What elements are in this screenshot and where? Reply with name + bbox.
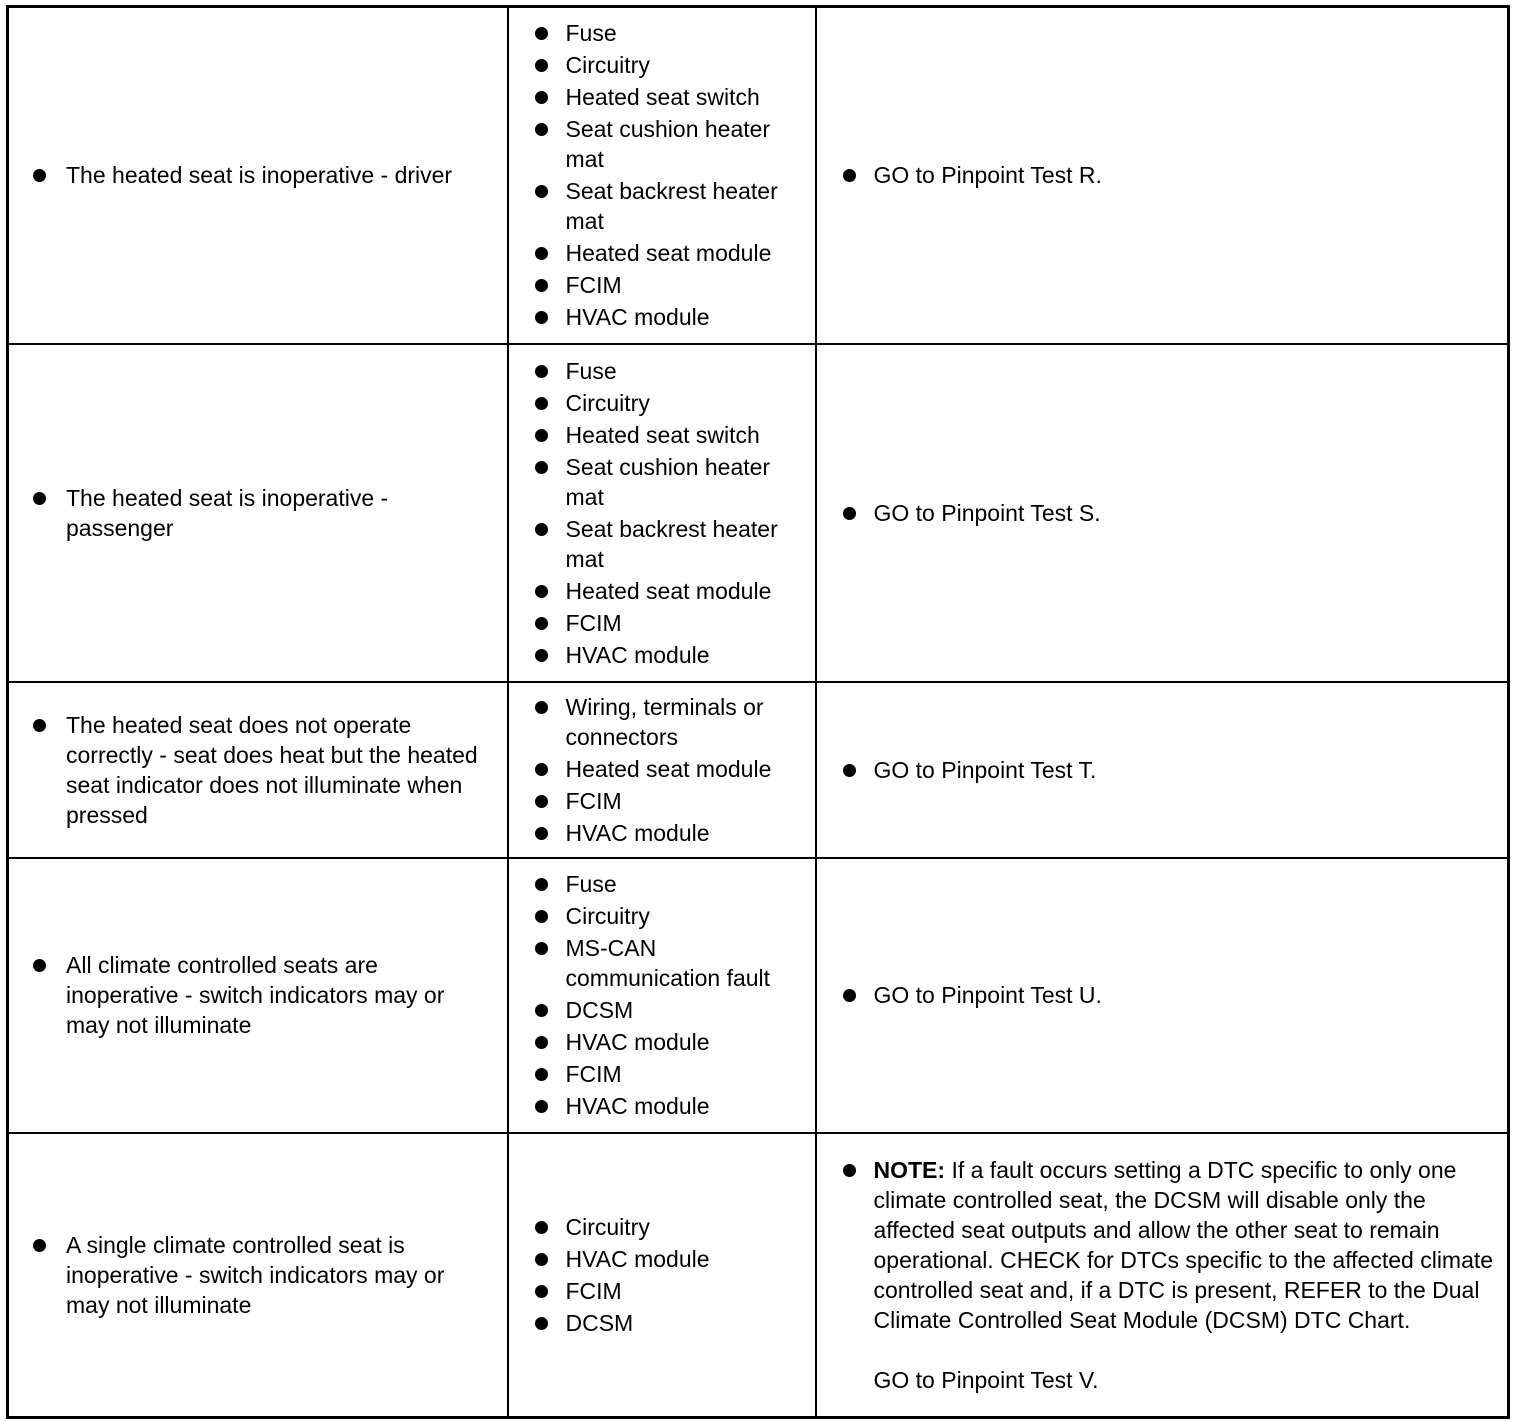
source-item: Fuse xyxy=(566,356,805,386)
source-item: Heated seat module xyxy=(566,238,805,268)
possible-sources-cell xyxy=(508,1133,816,1418)
condition-text: The heated seat is inoperative - passenger xyxy=(66,483,493,543)
source-item: Seat backrest heater mat xyxy=(566,176,805,236)
action-text: GO to Pinpoint Test S. xyxy=(874,498,1498,528)
action-text: GO to Pinpoint Test V. xyxy=(873,1366,1099,1393)
source-item: Heated seat module xyxy=(566,754,805,784)
table-row xyxy=(8,1133,1509,1418)
possible-sources-cell xyxy=(508,682,816,858)
source-item: HVAC module xyxy=(566,1244,805,1274)
source-item: HVAC module xyxy=(566,1091,805,1121)
action-cell xyxy=(816,344,1509,682)
condition-text: The heated seat is inoperative - driver xyxy=(66,160,493,190)
possible-sources-cell xyxy=(508,7,816,344)
action-text: GO to Pinpoint Test T. xyxy=(874,755,1498,785)
action-text: GO to Pinpoint Test U. xyxy=(874,980,1498,1010)
source-item: Circuitry xyxy=(566,50,805,80)
source-item: Circuitry xyxy=(566,388,805,418)
source-item: DCSM xyxy=(566,1308,805,1338)
source-item: FCIM xyxy=(566,1276,805,1306)
condition-cell xyxy=(8,344,508,682)
source-item: Fuse xyxy=(566,18,805,48)
source-item: Circuitry xyxy=(566,901,805,931)
source-item: DCSM xyxy=(566,995,805,1025)
source-item: HVAC module xyxy=(566,818,805,848)
action-text: GO to Pinpoint Test R. xyxy=(874,160,1498,190)
source-item: Seat backrest heater mat xyxy=(566,514,805,574)
action-cell xyxy=(816,1133,1509,1418)
condition-cell xyxy=(8,7,508,344)
condition-text: All climate controlled seats are inoperative - switch indicators may or may not illuminate xyxy=(66,950,493,1040)
table-row xyxy=(8,858,1509,1133)
condition-text: A single climate controlled seat is inoperative - switch indicators may or may not illuminate xyxy=(66,1230,493,1320)
source-item: Heated seat module xyxy=(566,576,805,606)
note-item xyxy=(874,1155,1498,1395)
source-item: HVAC module xyxy=(566,640,805,670)
source-item: MS-CAN communication fault xyxy=(566,933,805,993)
possible-sources-cell xyxy=(508,344,816,682)
source-item: FCIM xyxy=(566,786,805,816)
condition-cell xyxy=(8,858,508,1133)
condition-text: The heated seat does not operate correctly - seat does heat but the heated seat indicator does not illuminate when pressed xyxy=(66,710,493,830)
table-row xyxy=(8,7,1509,344)
condition-cell xyxy=(8,682,508,858)
symptom-chart-table xyxy=(6,5,1510,1419)
source-item: Fuse xyxy=(566,869,805,899)
source-item: Circuitry xyxy=(566,1212,805,1242)
source-item: HVAC module xyxy=(566,1027,805,1057)
source-item: Heated seat switch xyxy=(566,420,805,450)
source-item: Wiring, terminals or connectors xyxy=(566,692,805,752)
note-label: NOTE: xyxy=(873,1156,946,1183)
table-row xyxy=(8,344,1509,682)
note-text: If a fault occurs setting a DTC specific to only one climate controlled seat, the DCSM will disable only the affected seat outputs and allow the other seat to remain operational. CHECK for DTCs specific to the affected climate controlled seat and, if a DTC is present, REFER to the Dual Climate Controlled Seat Module (DCSM) DTC Chart. xyxy=(873,1156,1494,1333)
source-item: Heated seat switch xyxy=(566,82,805,112)
source-item: Seat cushion heater mat xyxy=(566,114,805,174)
action-cell xyxy=(816,858,1509,1133)
action-cell xyxy=(816,682,1509,858)
source-item: Seat cushion heater mat xyxy=(566,452,805,512)
possible-sources-cell xyxy=(508,858,816,1133)
table-row xyxy=(8,682,1509,858)
action-cell xyxy=(816,7,1509,344)
source-item: FCIM xyxy=(566,608,805,638)
source-item: HVAC module xyxy=(566,302,805,332)
source-item: FCIM xyxy=(566,270,805,300)
condition-cell xyxy=(8,1133,508,1418)
source-item: FCIM xyxy=(566,1059,805,1089)
